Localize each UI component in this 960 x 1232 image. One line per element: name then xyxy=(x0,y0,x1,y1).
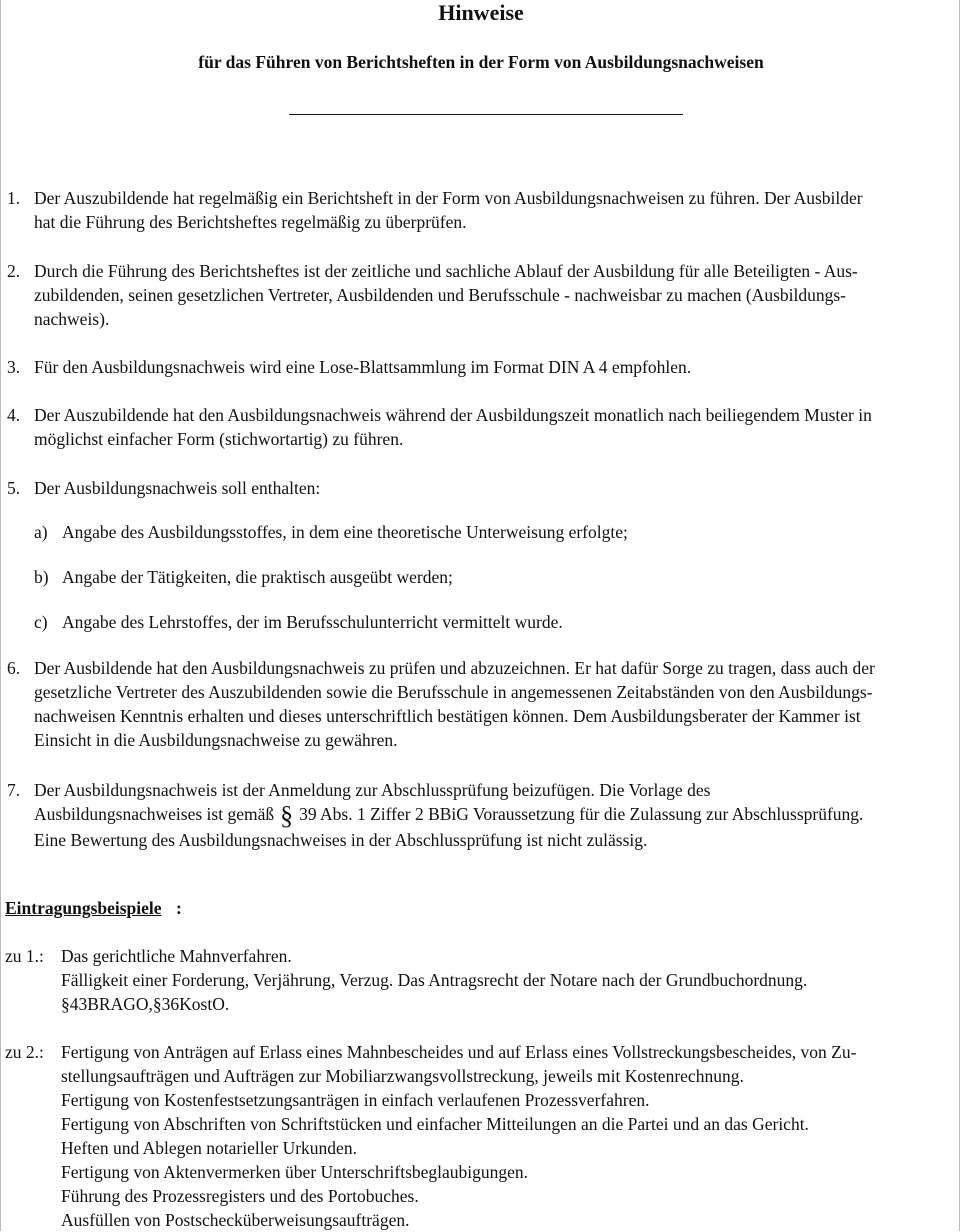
item-number: 4. xyxy=(7,405,21,425)
sub-item-a xyxy=(34,520,934,544)
sub-item-b xyxy=(34,565,934,589)
example-1 xyxy=(1,944,951,1016)
item7-line-2-start: Ausbildungsnachweises ist gemäß xyxy=(34,804,275,824)
item-number: 6. xyxy=(7,658,21,678)
list-item-3 xyxy=(1,355,951,379)
item-text: Der Ausbildende hat den Ausbildungsnachweis zu prüfen und abzuzeichnen. Er hat dafür Sorge zu tragen, dass auch der gesetzliche Vertreter des Auszubildenden sowie die Berufsschule in angemessenen Zeitabständen von den Ausbildungs- nachweisen Kenntnis erhalten und dieses unterschriftlich bestätigen können. Dem Ausbildungsberater der Kammer ist Einsicht in die Ausbildungsnachweise zu gewähren. xyxy=(34,658,875,750)
item7-line-2-end: 39 Abs. 1 Ziffer 2 BBiG Voraussetzung für die Zulassung zur Abschlussprüfung. xyxy=(299,804,864,824)
item-text: Für den Ausbildungsnachweis wird eine Lose-Blattsammlung im Format DIN A 4 empfohlen. xyxy=(34,357,692,377)
item7-line-1: Der Ausbildungsnachweis ist der Anmeldung zur Abschlussprüfung beizufügen. Die Vorlage des xyxy=(34,780,711,800)
paragraph-sign: § xyxy=(280,801,294,830)
document-title: Hinweise xyxy=(438,0,524,25)
examples-heading xyxy=(5,896,162,920)
example-text: Das gerichtliche Mahnverfahren. Fälligkeit einer Forderung, Verjährung, Verzug. Das Antragsrecht der Notare nach der Grundbuchordnung. §43BRAGO,§36KostO. xyxy=(61,946,808,1014)
item7-line-2 xyxy=(34,802,951,828)
sub-item-text: Angabe des Lehrstoffes, der im Berufsschulunterricht vermittelt wurde. xyxy=(62,612,563,632)
list-item-5 xyxy=(1,476,951,500)
item-text xyxy=(34,778,951,852)
item-number: 2. xyxy=(7,261,21,281)
list-item-7 xyxy=(1,778,951,852)
item-text: Der Auszubildende hat regelmäßig ein Berichtsheft in der Form von Ausbildungsnachweisen zu führen. Der Ausbilder hat die Führung des Berichtsheftes regelmäßig zu überprüfen. xyxy=(34,188,863,232)
example-label: zu 1.: xyxy=(5,946,44,966)
item-text: Der Auszubildende hat den Ausbildungsnachweis während der Ausbildungszeit monatlich nach beiliegendem Muster in möglichst einfacher Form (stichwortartig) zu führen. xyxy=(34,405,872,449)
list-item-4 xyxy=(1,403,951,451)
examples-heading-colon: : xyxy=(176,898,182,918)
sub-item-label: b) xyxy=(34,567,49,587)
sub-item-label: a) xyxy=(34,522,48,542)
item-number: 1. xyxy=(7,188,21,208)
sub-item-text: Angabe der Tätigkeiten, die praktisch ausgeübt werden; xyxy=(62,567,453,587)
list-item-2 xyxy=(1,259,951,331)
list-item-1 xyxy=(1,186,951,234)
item7-line-3: Eine Bewertung des Ausbildungsnachweises in der Abschlussprüfung ist nicht zulässig. xyxy=(34,830,648,850)
example-text: Fertigung von Anträgen auf Erlass eines Mahnbescheides und auf Erlass eines Vollstreckungsbescheides, von Zu- stellungsaufträgen und Aufträgen zur Mobiliarzwangsvollstreckung, jeweils mit Kostenrechnung. Fertigung von Kostenfestsetzungsanträgen in einfach verlaufenen Prozessverfahren. Fertigung von Abschriften von Schriftstücken und einfacher Mitteilungen an die Partei und an das Gericht. Heften und Ablegen notarieller Urkunden. Fertigung von Aktenvermerken über Unterschriftsbeglaubigungen. Führung des Prozessregisters und des Portobuches. Ausfüllen von Postschecküberweisungsaufträgen. xyxy=(61,1042,857,1230)
item-text: Durch die Führung des Berichtsheftes ist der zeitliche und sachliche Ablauf der Ausbildung für alle Beteiligten - Aus- zubildenden, seinen gesetzlichen Vertreter, Ausbildenden und Berufsschule - nachweisbar zu machen (Ausbildungs- nachweis). xyxy=(34,261,858,329)
list-item-6 xyxy=(1,656,951,752)
document-subtitle: für das Führen von Berichtsheften in der Form von Ausbildungsnachweisen xyxy=(198,52,764,72)
item-number: 5. xyxy=(7,478,21,498)
sub-item-c xyxy=(34,610,934,634)
example-2 xyxy=(1,1040,951,1232)
examples-heading-text: Eintragungsbeispiele xyxy=(5,898,162,918)
title-divider xyxy=(289,114,683,115)
item-number: 7. xyxy=(7,780,21,800)
sub-item-text: Angabe des Ausbildungsstoffes, in dem eine theoretische Unterweisung erfolgte; xyxy=(62,522,628,542)
sub-item-label: c) xyxy=(34,612,48,632)
example-label: zu 2.: xyxy=(5,1042,44,1062)
item-number: 3. xyxy=(7,357,21,377)
item-text: Der Ausbildungsnachweis soll enthalten: xyxy=(34,478,321,498)
